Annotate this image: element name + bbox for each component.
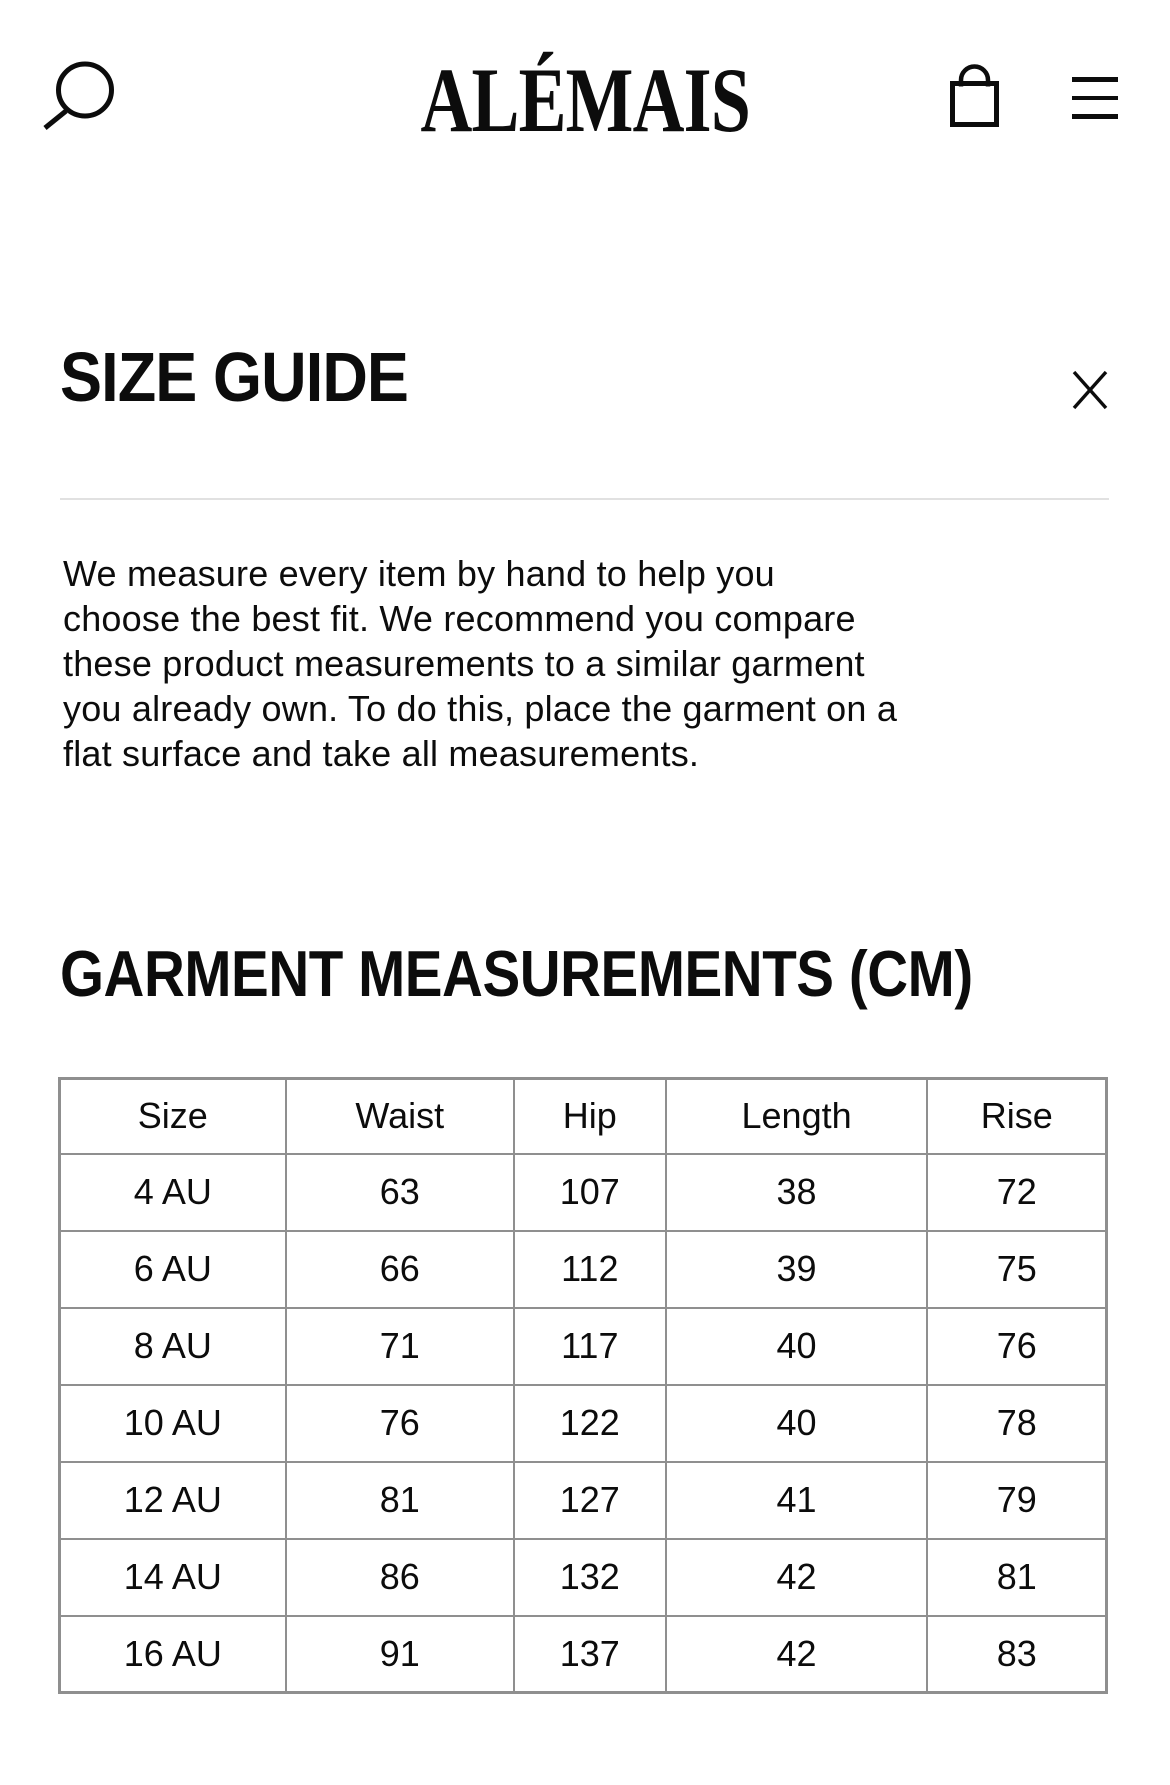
garment-measurements-heading: GARMENT MEASUREMENTS (CM) [60,937,973,1010]
table-row [60,1308,1107,1385]
measurement-cell: 122 [514,1385,666,1462]
intro-line: these product measurements to a similar garment [63,643,865,684]
measurement-cell: 107 [514,1154,666,1231]
intro-line: We measure every item by hand to help you [63,553,775,594]
intro-line: choose the best fit. We recommend you compare [63,598,856,639]
measurement-cell: 38 [666,1154,928,1231]
cart-button[interactable] [946,60,1004,130]
measurement-cell: 75 [927,1231,1106,1308]
measurement-cell: 76 [927,1308,1106,1385]
measurement-cell: 117 [514,1308,666,1385]
measurement-cell: 132 [514,1539,666,1616]
size-guide-title: SIZE GUIDE [60,338,409,416]
divider [60,498,1109,500]
measurements-table-container [58,1077,1108,1694]
size-cell: 4 AU [60,1154,286,1231]
table-row [60,1231,1107,1308]
measurement-cell: 81 [927,1539,1106,1616]
column-header: Waist [286,1079,514,1154]
size-cell: 8 AU [60,1308,286,1385]
menu-button[interactable] [1066,71,1124,125]
close-icon [1070,369,1110,411]
measurement-cell: 112 [514,1231,666,1308]
measurement-cell: 83 [927,1616,1106,1693]
measurement-cell: 79 [927,1462,1106,1539]
column-header: Hip [514,1079,666,1154]
size-cell: 14 AU [60,1539,286,1616]
measurement-cell: 91 [286,1616,514,1693]
intro-paragraph [63,551,897,776]
size-cell: 10 AU [60,1385,286,1462]
intro-line: you already own. To do this, place the garment on a [63,688,898,729]
measurement-cell: 41 [666,1462,928,1539]
table-row [60,1154,1107,1231]
measurement-cell: 81 [286,1462,514,1539]
size-cell: 12 AU [60,1462,286,1539]
table-header-row [60,1079,1107,1154]
measurement-cell: 76 [286,1385,514,1462]
hamburger-menu-icon [1072,77,1118,82]
measurement-cell: 39 [666,1231,928,1308]
measurement-cell: 42 [666,1539,928,1616]
measurement-cell: 40 [666,1385,928,1462]
table-row [60,1462,1107,1539]
table-row [60,1539,1107,1616]
measurement-cell: 42 [666,1616,928,1693]
column-header: Length [666,1079,928,1154]
column-header: Rise [927,1079,1106,1154]
close-button[interactable] [1064,364,1116,416]
measurement-cell: 127 [514,1462,666,1539]
measurement-cell: 71 [286,1308,514,1385]
table-row [60,1385,1107,1462]
measurement-cell: 66 [286,1231,514,1308]
column-header: Size [60,1079,286,1154]
size-cell: 6 AU [60,1231,286,1308]
measurement-cell: 78 [927,1385,1106,1462]
measurements-table [58,1077,1108,1694]
table-row [60,1616,1107,1693]
measurement-cell: 86 [286,1539,514,1616]
size-cell: 16 AU [60,1616,286,1693]
measurement-cell: 40 [666,1308,928,1385]
shopping-bag-icon [949,63,1001,127]
measurement-cell: 63 [286,1154,514,1231]
logo-link[interactable]: ALÉMAIS [420,49,750,151]
measurement-cell: 72 [927,1154,1106,1231]
measurement-cell: 137 [514,1616,666,1693]
intro-line: flat surface and take all measurements. [63,733,700,774]
